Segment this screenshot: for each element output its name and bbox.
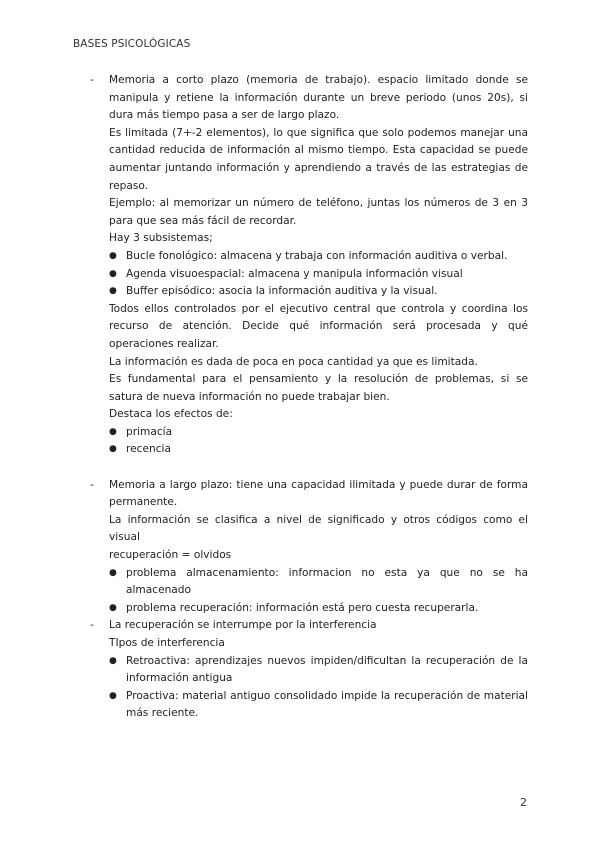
bullet-icon: ● — [109, 567, 117, 578]
bullet-icon: ● — [109, 426, 117, 437]
list-item — [109, 688, 528, 723]
section-long-term-memory — [90, 477, 528, 565]
paragraph: La recuperación se interrumpe por la interferencia — [109, 619, 377, 632]
paragraph: La información es dada de poca en poca cantidad ya que es limitada. — [109, 355, 478, 368]
list-item — [109, 600, 528, 618]
list-item-text: recencia — [126, 443, 171, 456]
bullet-icon: ● — [109, 286, 117, 297]
section-interference — [90, 617, 528, 652]
paragraph: Es fundamental para el pensamiento y la resolución de problemas, si se satura de nueva información no puede trabajar bien. — [109, 373, 528, 403]
bullet-icon: ● — [109, 250, 117, 261]
list-item — [109, 424, 528, 442]
page-header: BASES PSICOLÓGICAS — [73, 38, 191, 50]
paragraph: Hay 3 subsistemas; — [109, 232, 213, 245]
paragraph: Memoria a largo plazo: tiene una capacidad ilimitada y puede durar de forma permanente. — [109, 478, 528, 509]
bullet-icon: ● — [109, 655, 117, 666]
subsystems-list — [90, 248, 528, 301]
bullet-icon: ● — [109, 268, 117, 279]
bullet-icon: ● — [109, 444, 117, 455]
paragraph: La información se clasifica a nivel de significado y otros códigos como el visual — [109, 513, 528, 544]
page-number: 2 — [520, 796, 527, 809]
list-item-text: Buffer episódico: asocia la información auditiva y la visual. — [126, 285, 438, 298]
list-item-text: Proactiva: material antiguo consolidado impide la recuperación de material más reciente. — [126, 689, 528, 720]
list-item — [109, 248, 528, 266]
dash-marker: - — [90, 619, 94, 632]
list-item-text: Retroactiva: aprendizajes nuevos impiden/dificultan la recuperación de la información antigua — [126, 654, 528, 685]
paragraph: Ejemplo: al memorizar un número de teléfono, juntas los números de 3 en 3 para que sea más fácil de recordar. — [109, 197, 528, 227]
list-item — [109, 441, 528, 459]
paragraph: Es limitada (7+-2 elementos), lo que significa que solo podemos manejar una cantidad reducida de información al mismo tiempo. Esta capacidad se puede aumentar juntando información y aprendiendo a través de las estrategias de repaso. — [109, 126, 528, 192]
list-item — [109, 283, 528, 301]
paragraph: Memoria a corto plazo (memoria de trabajo). espacio limitado donde se manipula y retiene la información durante un breve periodo (unos 20s), si dura más tiempo pasa a ser de largo plazo. — [109, 74, 528, 122]
paragraph: recuperación = olvidos — [109, 549, 232, 562]
list-item-text: problema recuperación: información está pero cuesta recuperarla. — [126, 601, 479, 614]
paragraph: Todos ellos controlados por el ejecutivo central que controla y coordina los recurso de atención. Decide qué información será procesada y qué operaciones realizar. — [109, 302, 528, 350]
section-short-term-continued — [90, 301, 528, 424]
dash-marker: - — [90, 478, 94, 491]
paragraph: TIpos de interferencia — [109, 637, 225, 649]
problems-list — [90, 565, 528, 618]
list-item — [109, 653, 528, 688]
list-item — [109, 565, 528, 600]
list-item-text: Bucle fonológico: almacena y trabaja con información auditiva o verbal. — [126, 249, 508, 262]
bullet-icon: ● — [109, 690, 117, 701]
dash-marker: - — [90, 74, 94, 86]
list-item-text: primacía — [126, 425, 173, 438]
paragraph: Destaca los efectos de: — [109, 408, 233, 421]
page-content — [90, 72, 528, 723]
interference-types-list — [90, 653, 528, 723]
effects-list — [90, 424, 528, 459]
list-item — [109, 266, 528, 284]
list-item-text: problema almacenamiento: informacion no esta ya que no se ha almacenado — [126, 566, 528, 597]
bullet-icon: ● — [109, 602, 117, 613]
list-item-text: Agenda visuoespacial: almacena y manipula información visual — [126, 267, 463, 280]
spacer — [90, 459, 528, 477]
section-short-term-memory — [90, 72, 528, 248]
